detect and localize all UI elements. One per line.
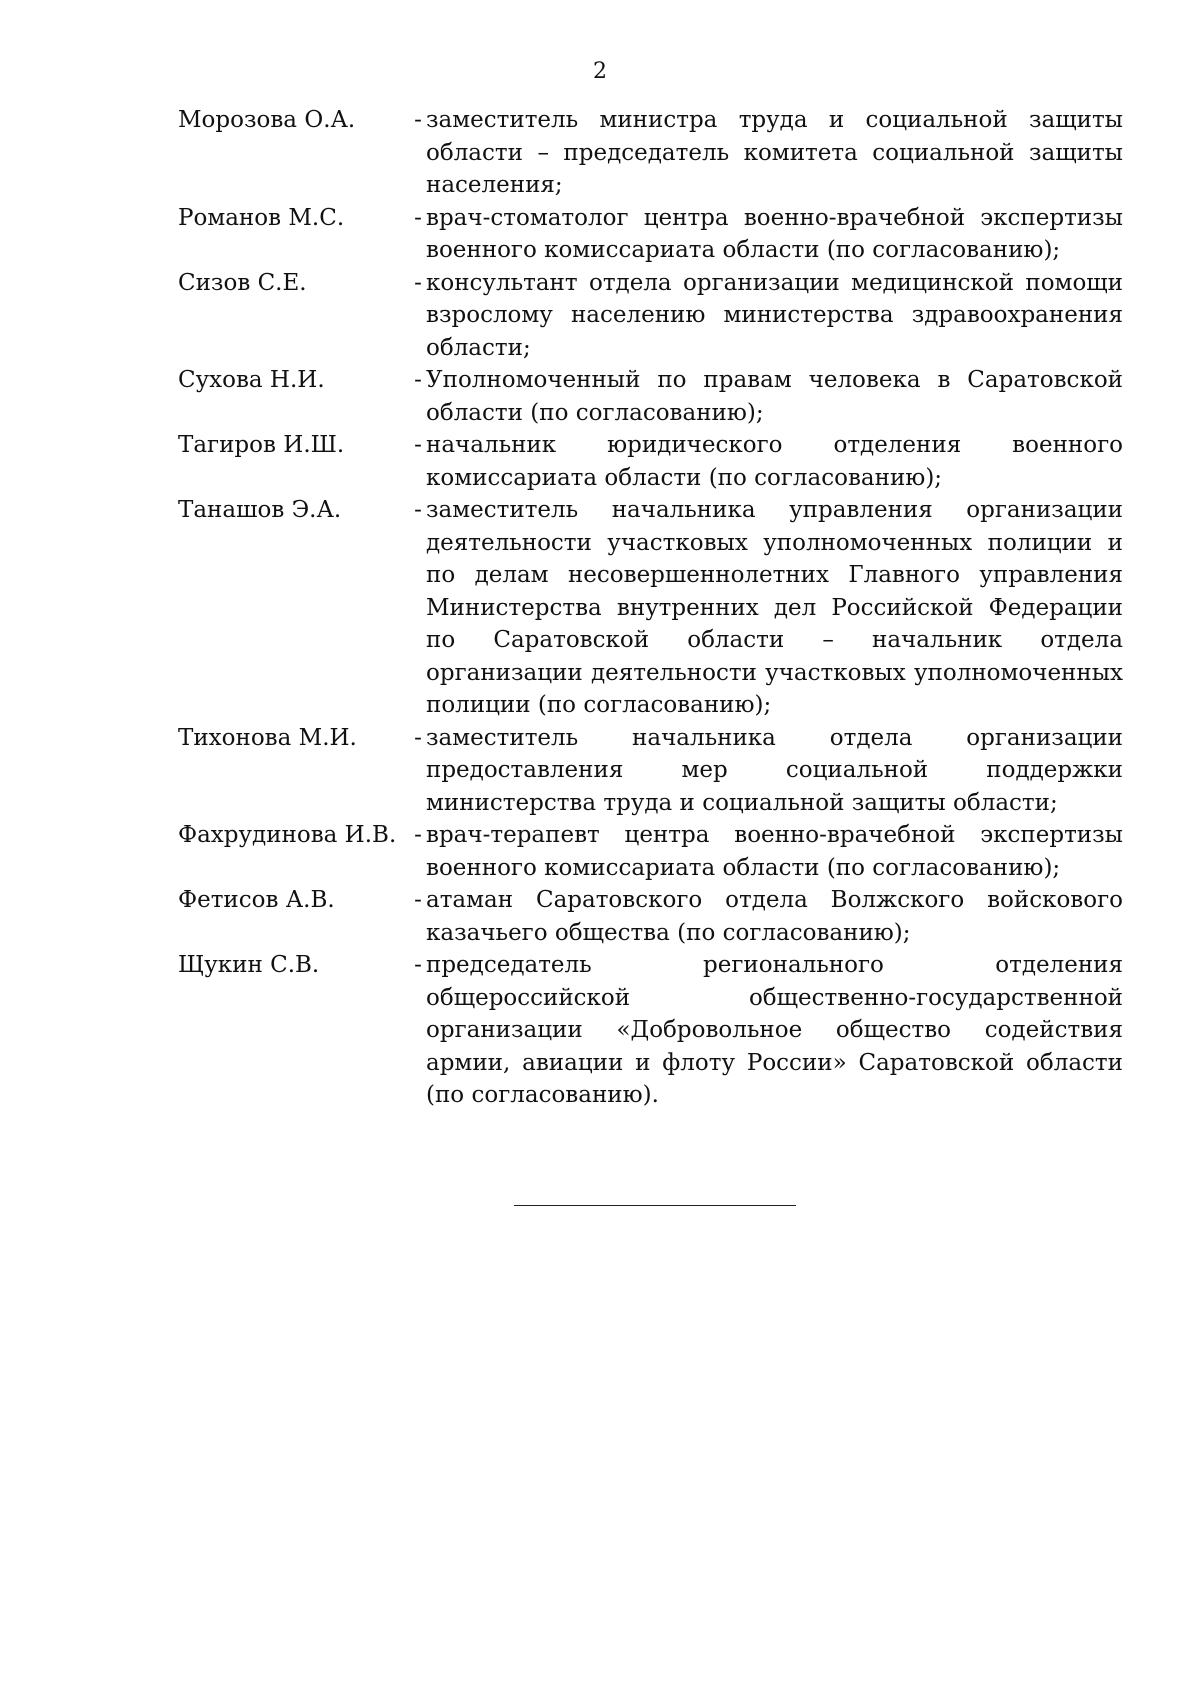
member-name: Щукин С.В. bbox=[178, 952, 320, 978]
member-item bbox=[178, 364, 1123, 429]
member-dash: - bbox=[414, 107, 422, 133]
member-role: Уполномоченный по правам человека в Саратовской области (по согласованию); bbox=[426, 367, 1123, 426]
member-item bbox=[178, 104, 1123, 202]
member-name: Фахрудинова И.В. bbox=[178, 822, 397, 848]
end-divider-line bbox=[514, 1205, 796, 1206]
member-role: начальник юридического отделения военного комиссариата области (по согласованию); bbox=[426, 432, 1123, 491]
member-name: Морозова О.А. bbox=[178, 107, 356, 133]
member-dash: - bbox=[414, 887, 422, 913]
page-number: 2 bbox=[593, 59, 607, 84]
member-name: Танашов Э.А. bbox=[178, 497, 342, 523]
member-name: Тагиров И.Ш. bbox=[178, 432, 345, 458]
member-dash: - bbox=[414, 269, 422, 296]
member-name: Сизов С.Е. bbox=[178, 269, 307, 296]
member-role: врач-стоматолог центра военно-врачебной экспертизы военного комиссариата области (по согласованию); bbox=[426, 204, 1123, 263]
member-dash: - bbox=[414, 497, 422, 523]
member-name: Фетисов А.В. bbox=[178, 887, 335, 913]
member-dash: - bbox=[414, 952, 422, 978]
member-role: атаман Саратовского отдела Волжского войскового казачьего общества (по согласованию); bbox=[426, 887, 1123, 946]
member-role: заместитель начальника отдела организации предоставления мер социальной поддержки министерства труда и социальной защиты области; bbox=[426, 724, 1123, 816]
member-role: председатель регионального отделения общероссийской общественно-государственной организации «Добровольное общество содействия армии, авиации и флоту России» Саратовской области (по согласованию). bbox=[426, 952, 1123, 1108]
member-item bbox=[178, 884, 1123, 949]
member-item bbox=[178, 267, 1123, 365]
member-name: Сухова Н.И. bbox=[178, 367, 325, 393]
member-list bbox=[178, 104, 1123, 1112]
member-dash: - bbox=[414, 432, 422, 458]
member-dash: - bbox=[414, 204, 422, 231]
member-item bbox=[178, 429, 1123, 494]
member-item bbox=[178, 949, 1123, 1112]
member-dash: - bbox=[414, 822, 422, 848]
member-dash: - bbox=[414, 367, 422, 393]
member-item bbox=[178, 819, 1123, 884]
member-item bbox=[178, 202, 1123, 267]
member-role: врач-терапевт центра военно-врачебной экспертизы военного комиссариата области (по согласованию); bbox=[426, 822, 1123, 881]
member-name: Романов М.С. bbox=[178, 204, 345, 231]
member-role: заместитель министра труда и социальной защиты области – председатель комитета социальной защиты населения; bbox=[426, 107, 1123, 198]
member-item bbox=[178, 494, 1123, 722]
member-dash: - bbox=[414, 724, 422, 751]
member-item bbox=[178, 722, 1123, 820]
member-role: консультант отдела организации медицинской помощи взрослому населению министерства здравоохранения области; bbox=[426, 269, 1123, 361]
member-name: Тихонова М.И. bbox=[178, 724, 357, 751]
member-role: заместитель начальника управления организации деятельности участковых уполномоченных полиции и по делам несовершеннолетних Главного управления Министерства внутренних дел Российской Федерации по Саратовской области – начальник отдела организации деятельности участковых уполномоченных полиции (по согласованию); bbox=[426, 497, 1123, 718]
